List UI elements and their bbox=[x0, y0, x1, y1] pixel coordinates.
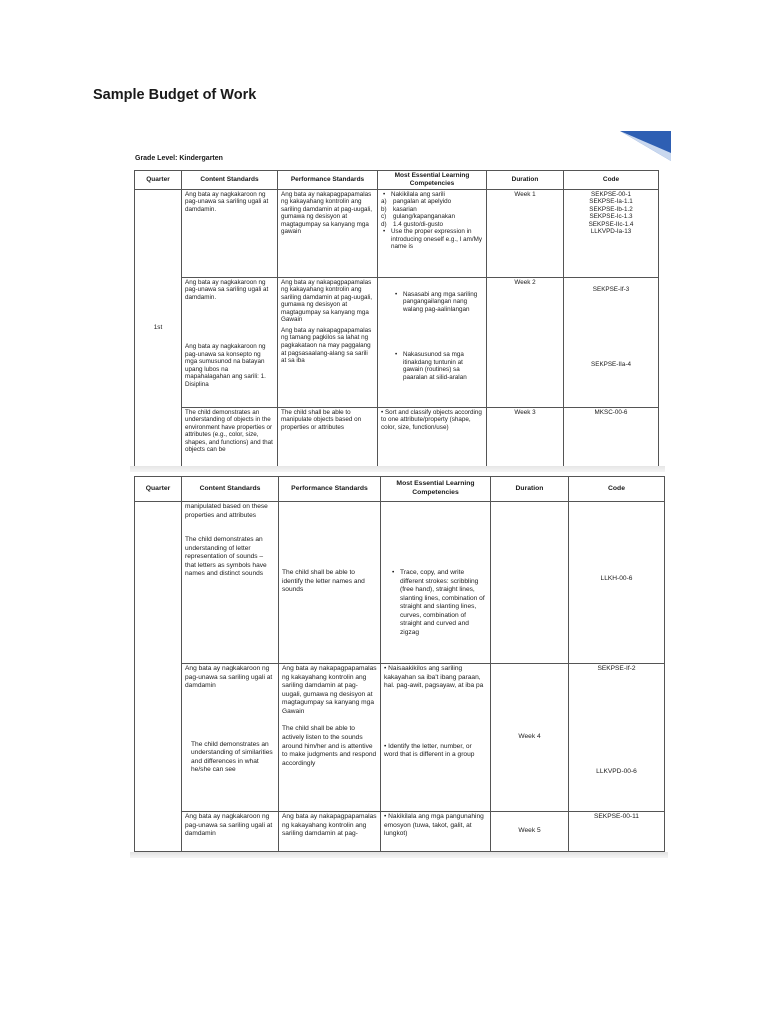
code-cell bbox=[564, 189, 659, 277]
content-cell: The child demonstrates an understanding of objects in the environment have properties or attributes (e.g., color, size, shapes, and functions) and that objects can be bbox=[182, 407, 278, 467]
duration-cell: Week 4 bbox=[491, 664, 569, 812]
code-value: SEKPSE-Ib-1.2 bbox=[589, 205, 633, 213]
table-header-row bbox=[135, 171, 659, 190]
quarter-cell bbox=[135, 189, 182, 467]
header-code: Code bbox=[564, 171, 659, 190]
performance-cell: Ang bata ay nakapagpapamalas ng kakayahang kontrolin ang sariling damdamin at pag-uugali, gumawa ng desisyon at magtagumpay sa kanyang mga gawain bbox=[278, 189, 378, 277]
table-row bbox=[135, 189, 659, 277]
content-cell: Ang bata ay nagkakaroon ng pag-unawa sa sariling ugali at damdamin bbox=[182, 812, 279, 852]
competency-cell bbox=[378, 189, 487, 277]
header-duration: Duration bbox=[487, 171, 564, 190]
code-cell: SEKPSE-00-11 bbox=[569, 812, 665, 852]
performance-cell: Ang bata ay nakapagpapamalas ng kakayahang kontrolin ang sariling damdamin at pag- bbox=[279, 812, 381, 852]
list-item: c) gulang/kapanganakan bbox=[381, 213, 455, 221]
content-cell: Ang bata ay nagkakaroon ng pag-unawa sa sariling ugali at damdamin. Ang bata ay nagkakaroon ng pag-unawa sa konsepto ng mga sumusunod na batayan upang lubos na mapahalagahan ang sarili: 1. Disiplina bbox=[182, 277, 278, 407]
quarter-label: 1st bbox=[153, 324, 163, 332]
code-value: SEKPSE-00-1 bbox=[591, 190, 631, 198]
code-value: SEKPSE-IIc-1.4 bbox=[588, 220, 634, 228]
table-row bbox=[135, 664, 665, 812]
header-duration: Duration bbox=[491, 477, 569, 502]
table-row bbox=[135, 502, 665, 664]
code-cell bbox=[564, 277, 659, 407]
grade-level: Grade Level: Kindergarten bbox=[135, 155, 223, 162]
duration-cell: Week 5 bbox=[491, 812, 569, 852]
duration-cell: Week 2 bbox=[487, 277, 564, 407]
table-row bbox=[135, 812, 665, 852]
content-subcell: The child demonstrates an understanding of letter representation of sounds – that letters as symbols have names and distinct sounds bbox=[185, 536, 267, 578]
header-quarter: Quarter bbox=[135, 171, 182, 190]
list-item: b) kasarian bbox=[381, 205, 417, 213]
content-subcell: Ang bata ay nagkakaroon ng pag-unawa sa konsepto ng mga sumusunod na batayan upang lubos na mapahalagahan ang sarili: 1. Disiplina bbox=[185, 343, 266, 388]
list-item: • Use the proper expression in introducing oneself e.g., I am/My name is bbox=[391, 228, 483, 251]
competency-cell bbox=[381, 502, 491, 664]
code-value: SEKPSE-Ia-1.1 bbox=[589, 198, 633, 206]
header-quarter: Quarter bbox=[135, 477, 182, 502]
header-performance-standards: Performance Standards bbox=[279, 477, 381, 502]
content-cell: Ang bata ay nagkakaroon ng pag-unawa sa sariling ugali at damdamin. bbox=[182, 189, 278, 277]
performance-cell: Ang bata ay nakapagpapamalas ng kakayahang kontrolin ang sariling damdamin at pag-uugali, gumawa ng desisyon at magtagumpay sa kanyang mga Gawain The child shall be able to actively listen to the sounds around him/her and is attentive to make judgments and respond accordingly bbox=[279, 664, 381, 812]
budget-table-2 bbox=[134, 476, 665, 852]
header-competencies: Most Essential Learning Competencies bbox=[378, 171, 487, 190]
code-value: LLKVPD-Ia-13 bbox=[590, 228, 632, 236]
code-value: SEKPSE-If-3 bbox=[592, 285, 630, 293]
table-row bbox=[135, 277, 659, 407]
list-item: • Nakikilala ang sarili bbox=[391, 191, 483, 199]
competency-cell: • Naisaakikilos ang sariling kakayahan sa iba't ibang paraan, hal. pag-awit, pagsayaw, at iba pa • Identify the letter, number, or word that is different in a group bbox=[381, 664, 491, 812]
competency-cell: • Nakikilala ang mga pangunahing emosyon (tuwa, takot, galit, at lungkot) bbox=[381, 812, 491, 852]
code-value: SEKPSE-IIa-4 bbox=[591, 361, 631, 369]
competency-subcell: • Identify the letter, number, or word that is different in a group bbox=[384, 742, 475, 759]
list-item: • Trace, copy, and write different strokes: scribbling (free hand), straight lines, slanting lines, combination of straight and slanting lines, curves, combination of straight and curved and zigzag bbox=[400, 569, 487, 638]
page-shadow bbox=[130, 852, 668, 858]
duration-cell bbox=[491, 502, 569, 664]
code-value: LLKVPD-00-6 bbox=[596, 767, 637, 775]
budget-table-1 bbox=[134, 170, 659, 468]
quarter-cell bbox=[135, 502, 182, 852]
table-header-row bbox=[135, 477, 665, 502]
content-cell: Ang bata ay nagkakaroon ng pag-unawa sa sariling ugali at damdamin The child demonstrates an understanding of similarities and differences in what he/she can see bbox=[182, 664, 279, 812]
document-title: Sample Budget of Work bbox=[93, 87, 257, 103]
header-performance-standards: Performance Standards bbox=[278, 171, 378, 190]
list-item: • Nasasabi ang mga sariling pangangailangan nang walang pag-aalinlangan bbox=[403, 291, 483, 314]
header-competencies: Most Essential Learning Competencies bbox=[381, 477, 491, 502]
performance-subcell: The child shall be able to actively listen to the sounds around him/her and is attentive to make judgments and respond accordingly bbox=[282, 725, 377, 767]
page-shadow bbox=[130, 466, 665, 472]
performance-cell: The child shall be able to identify the letter names and sounds bbox=[279, 502, 381, 664]
competency-cell bbox=[378, 277, 487, 407]
content-cell: manipulated based on these properties and attributes The child demonstrates an understanding of letter representation of sounds – that letters as symbols have names and distinct sounds bbox=[182, 502, 279, 664]
header-content-standards: Content Standards bbox=[182, 477, 279, 502]
duration-cell: Week 3 bbox=[487, 407, 564, 467]
duration-cell: Week 1 bbox=[487, 189, 564, 277]
corner-decoration bbox=[620, 131, 671, 161]
code-cell: MKSC-00-6 bbox=[564, 407, 659, 467]
header-code: Code bbox=[569, 477, 665, 502]
competency-cell: • Sort and classify objects according to one attribute/property (shape, color, size, function/use) bbox=[378, 407, 487, 467]
list-item: a) pangalan at apelyido bbox=[381, 198, 452, 206]
performance-cell: Ang bata ay nakapagpapamalas ng kakayahang kontrolin ang sariling damdamin at pag-uugali, gumawa ng desisyon at magtagumpay sa kanyang mga Gawain Ang bata ay nakapagpapamalas ng tamang pagkilos sa lahat ng pagkakataon na may paggalang at pagsasaalang-alang sa sarili at sa iba bbox=[278, 277, 378, 407]
table-row bbox=[135, 407, 659, 467]
code-value: SEKPSE-If-2 bbox=[597, 665, 636, 672]
performance-subcell: Ang bata ay nakapagpapamalas ng tamang pagkilos sa lahat ng pagkakataon na may paggalang at pagsasaalang-alang sa sarili at sa iba bbox=[281, 326, 372, 365]
code-value: LLKH-00-6 bbox=[600, 575, 633, 582]
code-cell bbox=[569, 664, 665, 812]
code-value: SEKPSE-Ic-1.3 bbox=[589, 213, 633, 221]
content-subcell: The child demonstrates an understanding of similarities and differences in what he/she can see bbox=[191, 740, 273, 774]
list-item: • Nakasusunod sa mga itinakdang tuntunin at gawain (routines) sa paaralan at silid-aralan bbox=[403, 351, 483, 381]
header-content-standards: Content Standards bbox=[182, 171, 278, 190]
list-item: d) 1.4 gusto/di-gusto bbox=[381, 220, 444, 228]
performance-cell: The child shall be able to manipulate objects based on properties or attributes bbox=[278, 407, 378, 467]
code-cell bbox=[569, 502, 665, 664]
